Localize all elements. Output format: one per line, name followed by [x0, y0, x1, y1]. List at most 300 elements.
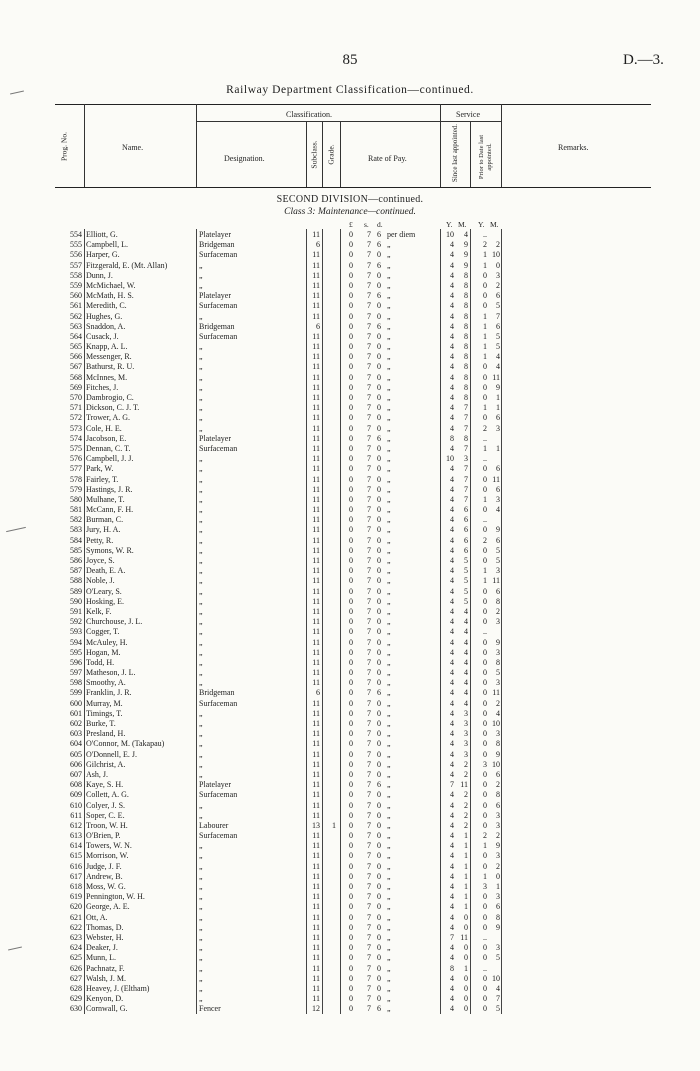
service-years-cell: 4 [450, 545, 454, 555]
subclass-cell: 11 [312, 291, 320, 301]
designation-cell: Bridgeman [199, 321, 235, 331]
subclass-cell: 11 [312, 749, 320, 759]
pay-pence-cell: 0 [377, 831, 381, 841]
pay-shillings-cell: 7 [367, 953, 371, 963]
name-cell: Heavey, J. (Eltham) [86, 983, 150, 993]
pay-period-cell: „ [387, 301, 391, 311]
prog-no-cell: 608 [70, 780, 82, 790]
section-heading: SECOND DIVISION—continued. [276, 194, 424, 205]
prior-years-cell: 0 [483, 545, 487, 555]
designation-cell: „ [199, 769, 203, 779]
pay-pence-cell: 0 [377, 810, 381, 820]
prog-no-cell: 625 [70, 953, 82, 963]
prior-years-cell: 0 [483, 790, 487, 800]
table-row [0, 841, 700, 851]
table-row [0, 699, 700, 709]
table-row [0, 576, 700, 586]
page-code: D.—3. [623, 52, 664, 68]
service-years-cell: 4 [450, 494, 454, 504]
pay-shillings-cell: 7 [367, 484, 371, 494]
table-row [0, 923, 700, 933]
pay-shillings-cell: 7 [367, 739, 371, 749]
pay-shillings-cell: 7 [367, 617, 371, 627]
pay-pounds-cell: 0 [349, 321, 353, 331]
prior-months-cell: 9 [496, 841, 500, 851]
service-years-cell: 4 [450, 342, 454, 352]
pay-shillings-cell: 7 [367, 230, 371, 239]
service-years-cell: 4 [450, 861, 454, 871]
prior-months-cell: 9 [496, 749, 500, 759]
table-row [0, 709, 700, 719]
prog-no-cell: 622 [70, 922, 82, 932]
subclass-cell: 11 [312, 260, 320, 270]
table-row [0, 902, 700, 912]
prior-months-cell: 6 [496, 291, 500, 301]
service-months-cell: 1 [464, 851, 468, 861]
pay-period-cell: „ [387, 912, 391, 922]
subclass-cell: 11 [312, 769, 320, 779]
pay-pounds-cell: 0 [349, 820, 353, 830]
service-months-cell: 0 [464, 912, 468, 922]
subclass-cell: 11 [312, 494, 320, 504]
pay-pence-cell: 0 [377, 535, 381, 545]
pay-period-cell: „ [387, 810, 391, 820]
prior-years-cell: 1 [483, 260, 487, 270]
prog-no-cell: 576 [70, 454, 82, 464]
pay-pounds-cell: 0 [349, 708, 353, 718]
prog-no-cell: 579 [70, 484, 82, 494]
pay-period-cell: „ [387, 586, 391, 596]
designation-cell: „ [199, 983, 203, 993]
service-months-cell: 8 [464, 311, 468, 321]
header-divider [322, 121, 323, 187]
designation-cell: „ [199, 637, 203, 647]
designation-cell: „ [199, 372, 203, 382]
designation-cell: „ [199, 708, 203, 718]
pay-period-cell: „ [387, 769, 391, 779]
prior-years-cell: 0 [483, 729, 487, 739]
prior-months-cell: 6 [496, 800, 500, 810]
service-years-cell: 4 [450, 831, 454, 841]
prior-months-cell: 9 [496, 382, 500, 392]
designation-cell: „ [199, 596, 203, 606]
table-row [0, 750, 700, 760]
subclass-cell: 11 [312, 413, 320, 423]
pay-shillings-cell: 7 [367, 362, 371, 372]
prior-years-cell: 0 [483, 953, 487, 963]
prior-months-cell: 5 [496, 1004, 500, 1014]
pay-pence-cell: 0 [377, 994, 381, 1004]
service-years-cell: 4 [450, 280, 454, 290]
table-row [0, 882, 700, 892]
service-months-cell: 7 [464, 413, 468, 423]
service-years-cell: 4 [450, 943, 454, 953]
service-years-cell: 4 [450, 596, 454, 606]
designation-cell: „ [199, 484, 203, 494]
prior-months-cell: 4 [496, 352, 500, 362]
table-row [0, 424, 700, 434]
pay-shillings-cell: 7 [367, 678, 371, 688]
service-months-cell: 6 [464, 515, 468, 525]
header-divider [196, 104, 197, 187]
pay-period-cell: „ [387, 994, 391, 1004]
prior-months-cell: 2 [496, 861, 500, 871]
pay-shillings-cell: 7 [367, 994, 371, 1004]
designation-cell: „ [199, 505, 203, 515]
pay-pence-cell: 0 [377, 352, 381, 362]
designation-cell: Bridgeman [199, 240, 235, 250]
pay-pence-cell: 0 [377, 983, 381, 993]
prior-months-cell: 1 [496, 882, 500, 891]
prior-months-cell: 6 [496, 464, 500, 474]
pay-period-cell: „ [387, 596, 391, 606]
subclass-cell: 11 [312, 535, 320, 545]
prior-years-cell: .. [483, 932, 487, 942]
prog-no-cell: 628 [70, 983, 82, 993]
prior-months-cell: 0 [496, 260, 500, 270]
prog-no-cell: 620 [70, 902, 82, 912]
table-row [0, 454, 700, 464]
name-cell: McCann, F. H. [86, 505, 134, 515]
designation-cell: „ [199, 413, 203, 423]
prior-years-cell: 3 [483, 882, 487, 891]
service-months-cell: 4 [464, 647, 468, 657]
prog-no-cell: 610 [70, 800, 82, 810]
unit-pounds: £ [349, 220, 353, 229]
prog-no-cell: 559 [70, 280, 82, 290]
subclass-cell: 11 [312, 617, 320, 627]
service-months-cell: 0 [464, 994, 468, 1004]
pay-pence-cell: 0 [377, 576, 381, 586]
service-years-cell: 4 [450, 973, 454, 983]
name-cell: McMichael, W. [86, 280, 136, 290]
subclass-cell: 11 [312, 484, 320, 494]
service-years-cell: 4 [450, 647, 454, 657]
pay-period-cell: „ [387, 311, 391, 321]
pay-period-cell: „ [387, 627, 391, 637]
subclass-cell: 11 [312, 382, 320, 392]
pay-pence-cell: 0 [377, 861, 381, 871]
subclass-cell: 11 [312, 994, 320, 1004]
table-row [0, 271, 700, 281]
prior-years-cell: 1 [483, 342, 487, 352]
pay-shillings-cell: 7 [367, 841, 371, 851]
pay-pounds-cell: 0 [349, 393, 353, 402]
designation-cell: „ [199, 342, 203, 352]
pay-pounds-cell: 0 [349, 382, 353, 392]
name-cell: George, A. E. [86, 902, 130, 912]
service-months-cell: 6 [464, 545, 468, 555]
table-row [0, 607, 700, 617]
pay-pence-cell: 0 [377, 413, 381, 423]
name-cell: Fitzgerald, E. (Mt. Allan) [86, 260, 168, 270]
pay-shillings-cell: 7 [367, 494, 371, 504]
pay-pence-cell: 0 [377, 668, 381, 678]
pay-shillings-cell: 7 [367, 474, 371, 484]
pay-period-cell: „ [387, 729, 391, 739]
pay-pence-cell: 0 [377, 342, 381, 352]
prior-months-cell: 5 [496, 301, 500, 311]
table-row [0, 851, 700, 861]
pay-period-cell: „ [387, 556, 391, 565]
pay-pounds-cell: 0 [349, 311, 353, 321]
pay-pence-cell: 0 [377, 800, 381, 810]
pay-shillings-cell: 7 [367, 270, 371, 280]
service-years-cell: 4 [450, 515, 454, 525]
pay-shillings-cell: 7 [367, 596, 371, 606]
pay-pounds-cell: 0 [349, 494, 353, 504]
prior-years-cell: 3 [483, 759, 487, 769]
header-divider [306, 121, 307, 187]
pay-pence-cell: 0 [377, 912, 381, 922]
table-row [0, 525, 700, 535]
service-months-cell: 2 [464, 790, 468, 800]
pay-shillings-cell: 7 [367, 871, 371, 881]
service-years-cell: 4 [450, 423, 454, 433]
pay-shillings-cell: 7 [367, 515, 371, 525]
pay-shillings-cell: 7 [367, 963, 371, 973]
prior-months-cell: 4 [496, 708, 500, 718]
service-years-cell: 4 [450, 413, 454, 423]
prior-months-cell: 2 [496, 280, 500, 290]
unit-pence: d. [377, 220, 383, 229]
pay-shillings-cell: 7 [367, 698, 371, 708]
name-cell: O'Brien, P. [86, 831, 121, 841]
header-prog-no: Prog. No. [59, 132, 69, 161]
pay-period-cell: „ [387, 260, 391, 270]
name-cell: Collett, A. G. [86, 790, 129, 800]
prog-no-cell: 627 [70, 973, 82, 983]
prior-years-cell: 0 [483, 484, 487, 494]
prog-no-cell: 598 [70, 678, 82, 688]
service-years-cell: 7 [450, 932, 454, 942]
pay-pounds-cell: 0 [349, 576, 353, 586]
pay-pence-cell: 0 [377, 892, 381, 902]
service-years-cell: 4 [450, 270, 454, 280]
pay-period-cell: „ [387, 362, 391, 372]
prog-no-cell: 592 [70, 617, 82, 627]
pay-shillings-cell: 7 [367, 729, 371, 739]
subclass-cell: 11 [312, 372, 320, 382]
subclass-cell: 11 [312, 983, 320, 993]
prior-months-cell: 10 [492, 719, 500, 728]
unit-shillings: s. [364, 220, 369, 229]
designation-cell: Platelayer [199, 291, 231, 301]
pay-pounds-cell: 0 [349, 423, 353, 433]
header-prior-to-date: Prior to Date last appointed. [478, 134, 493, 180]
designation-cell: „ [199, 606, 203, 616]
prior-years-cell: 0 [483, 362, 487, 372]
service-months-cell: 4 [464, 668, 468, 678]
pay-pounds-cell: 0 [349, 596, 353, 606]
pay-period-cell: „ [387, 474, 391, 484]
prog-no-cell: 615 [70, 851, 82, 861]
designation-cell: „ [199, 382, 203, 392]
subclass-cell: 11 [312, 403, 320, 413]
table-row [0, 821, 700, 831]
header-top-rule [55, 104, 651, 105]
pay-period-cell: „ [387, 800, 391, 810]
prior-years-cell: 1 [483, 250, 487, 260]
header-divider [340, 121, 341, 187]
prior-years-cell: 1 [483, 841, 487, 851]
prior-years-cell: 1 [483, 403, 487, 413]
name-cell: Pennington, W. H. [86, 892, 145, 902]
name-cell: McAuley, H. [86, 637, 128, 647]
service-years-cell: 4 [450, 657, 454, 667]
table-row [0, 801, 700, 811]
pay-pounds-cell: 0 [349, 505, 353, 515]
pay-pounds-cell: 0 [349, 280, 353, 290]
table-row [0, 475, 700, 485]
name-cell: Churchouse, J. L. [86, 617, 143, 627]
prior-years-cell: .. [483, 515, 487, 525]
pay-pence-cell: 6 [377, 688, 381, 698]
subclass-cell: 11 [312, 912, 320, 922]
service-months-cell: 4 [464, 637, 468, 647]
service-years-cell: 4 [450, 759, 454, 769]
service-months-cell: 4 [464, 698, 468, 708]
table-row [0, 688, 700, 698]
table-row [0, 281, 700, 291]
name-cell: Soper, C. E. [86, 810, 125, 820]
service-years-cell: 4 [450, 556, 454, 565]
name-cell: Harper, G. [86, 250, 120, 260]
name-cell: Cole, H. E. [86, 423, 122, 433]
pay-pounds-cell: 0 [349, 331, 353, 341]
prior-years-cell: 0 [483, 382, 487, 392]
pay-pence-cell: 0 [377, 270, 381, 280]
table-row [0, 770, 700, 780]
pay-period-cell: „ [387, 922, 391, 932]
service-years-cell: 4 [450, 525, 454, 535]
pay-pounds-cell: 0 [349, 372, 353, 382]
pay-pounds-cell: 0 [349, 729, 353, 739]
service-months-cell: 5 [464, 596, 468, 606]
pay-pence-cell: 0 [377, 678, 381, 688]
designation-cell: „ [199, 525, 203, 535]
table-row [0, 536, 700, 546]
pay-period-cell: „ [387, 668, 391, 678]
service-years-cell: 4 [450, 311, 454, 321]
prior-years-cell: 2 [483, 831, 487, 841]
pay-period-cell: „ [387, 454, 391, 464]
prior-years-cell: 0 [483, 983, 487, 993]
pay-shillings-cell: 7 [367, 851, 371, 861]
table-row [0, 546, 700, 556]
prog-no-cell: 593 [70, 627, 82, 637]
prior-months-cell: 3 [496, 647, 500, 657]
designation-cell: „ [199, 474, 203, 484]
prog-no-cell: 616 [70, 861, 82, 871]
service-months-cell: 4 [464, 606, 468, 616]
table-row [0, 587, 700, 597]
service-years-cell: 4 [450, 362, 454, 372]
prog-no-cell: 600 [70, 698, 82, 708]
prior-months-cell: 3 [496, 810, 500, 820]
subclass-cell: 11 [312, 719, 320, 728]
pay-pence-cell: 0 [377, 525, 381, 535]
pay-pounds-cell: 0 [349, 759, 353, 769]
service-months-cell: 4 [464, 230, 468, 239]
pay-pence-cell: 0 [377, 932, 381, 942]
subclass-cell: 11 [312, 525, 320, 535]
prior-months-cell: 5 [496, 545, 500, 555]
prior-years-cell: 0 [483, 892, 487, 902]
name-cell: Fitches, J. [86, 382, 119, 392]
subclass-cell: 11 [312, 739, 320, 749]
service-months-cell: 8 [464, 270, 468, 280]
prog-no-cell: 556 [70, 250, 82, 260]
pay-pounds-cell: 0 [349, 902, 353, 912]
pay-pounds-cell: 0 [349, 841, 353, 851]
prog-no-cell: 554 [70, 230, 82, 239]
prior-years-cell: 2 [483, 423, 487, 433]
pay-pounds-cell: 0 [349, 545, 353, 555]
service-years-cell: 4 [450, 393, 454, 402]
pay-period-cell: „ [387, 464, 391, 474]
subclass-cell: 11 [312, 311, 320, 321]
header-remarks: Remarks. [558, 143, 589, 152]
service-years-cell: 10 [446, 454, 454, 464]
name-cell: Pachnatz, F. [86, 963, 125, 973]
designation-cell: „ [199, 953, 203, 963]
pay-pence-cell: 0 [377, 606, 381, 616]
designation-cell: „ [199, 515, 203, 525]
name-cell: Walsh, J. M. [86, 973, 127, 983]
designation-cell: „ [199, 393, 203, 402]
pay-shillings-cell: 7 [367, 922, 371, 932]
header-divider [501, 104, 502, 187]
subclass-cell: 11 [312, 301, 320, 311]
pay-shillings-cell: 7 [367, 647, 371, 657]
designation-cell: Surfaceman [199, 790, 238, 800]
subclass-cell: 11 [312, 973, 320, 983]
prog-no-cell: 563 [70, 321, 82, 331]
name-cell: Ash, J. [86, 769, 109, 779]
subclass-cell: 11 [312, 800, 320, 810]
service-years-cell: 4 [450, 606, 454, 616]
subclass-cell: 11 [312, 861, 320, 871]
prior-months-cell: 6 [496, 586, 500, 596]
prior-years-cell: .. [483, 454, 487, 464]
pay-pence-cell: 0 [377, 708, 381, 718]
pay-period-cell: „ [387, 617, 391, 627]
name-cell: Mulhane, T. [86, 494, 125, 504]
name-cell: Burke, T. [86, 719, 116, 728]
designation-cell: Surfaceman [199, 301, 238, 311]
subclass-cell: 11 [312, 433, 320, 443]
pay-pounds-cell: 0 [349, 637, 353, 647]
pay-pence-cell: 0 [377, 719, 381, 728]
prog-no-cell: 580 [70, 494, 82, 504]
prior-years-cell: 1 [483, 311, 487, 321]
pay-period-cell: „ [387, 423, 391, 433]
pay-period-cell: „ [387, 688, 391, 698]
designation-cell: „ [199, 668, 203, 678]
prior-years-cell: 0 [483, 994, 487, 1004]
pay-pence-cell: 0 [377, 657, 381, 667]
pay-pounds-cell: 0 [349, 586, 353, 596]
prog-no-cell: 621 [70, 912, 82, 922]
pay-shillings-cell: 7 [367, 423, 371, 433]
service-years-cell: 4 [450, 668, 454, 678]
pay-period-cell: „ [387, 606, 391, 616]
subclass-cell: 11 [312, 515, 320, 525]
prior-months-cell: 11 [492, 474, 500, 484]
subclass-cell: 11 [312, 474, 320, 484]
prior-years-cell: 0 [483, 973, 487, 983]
